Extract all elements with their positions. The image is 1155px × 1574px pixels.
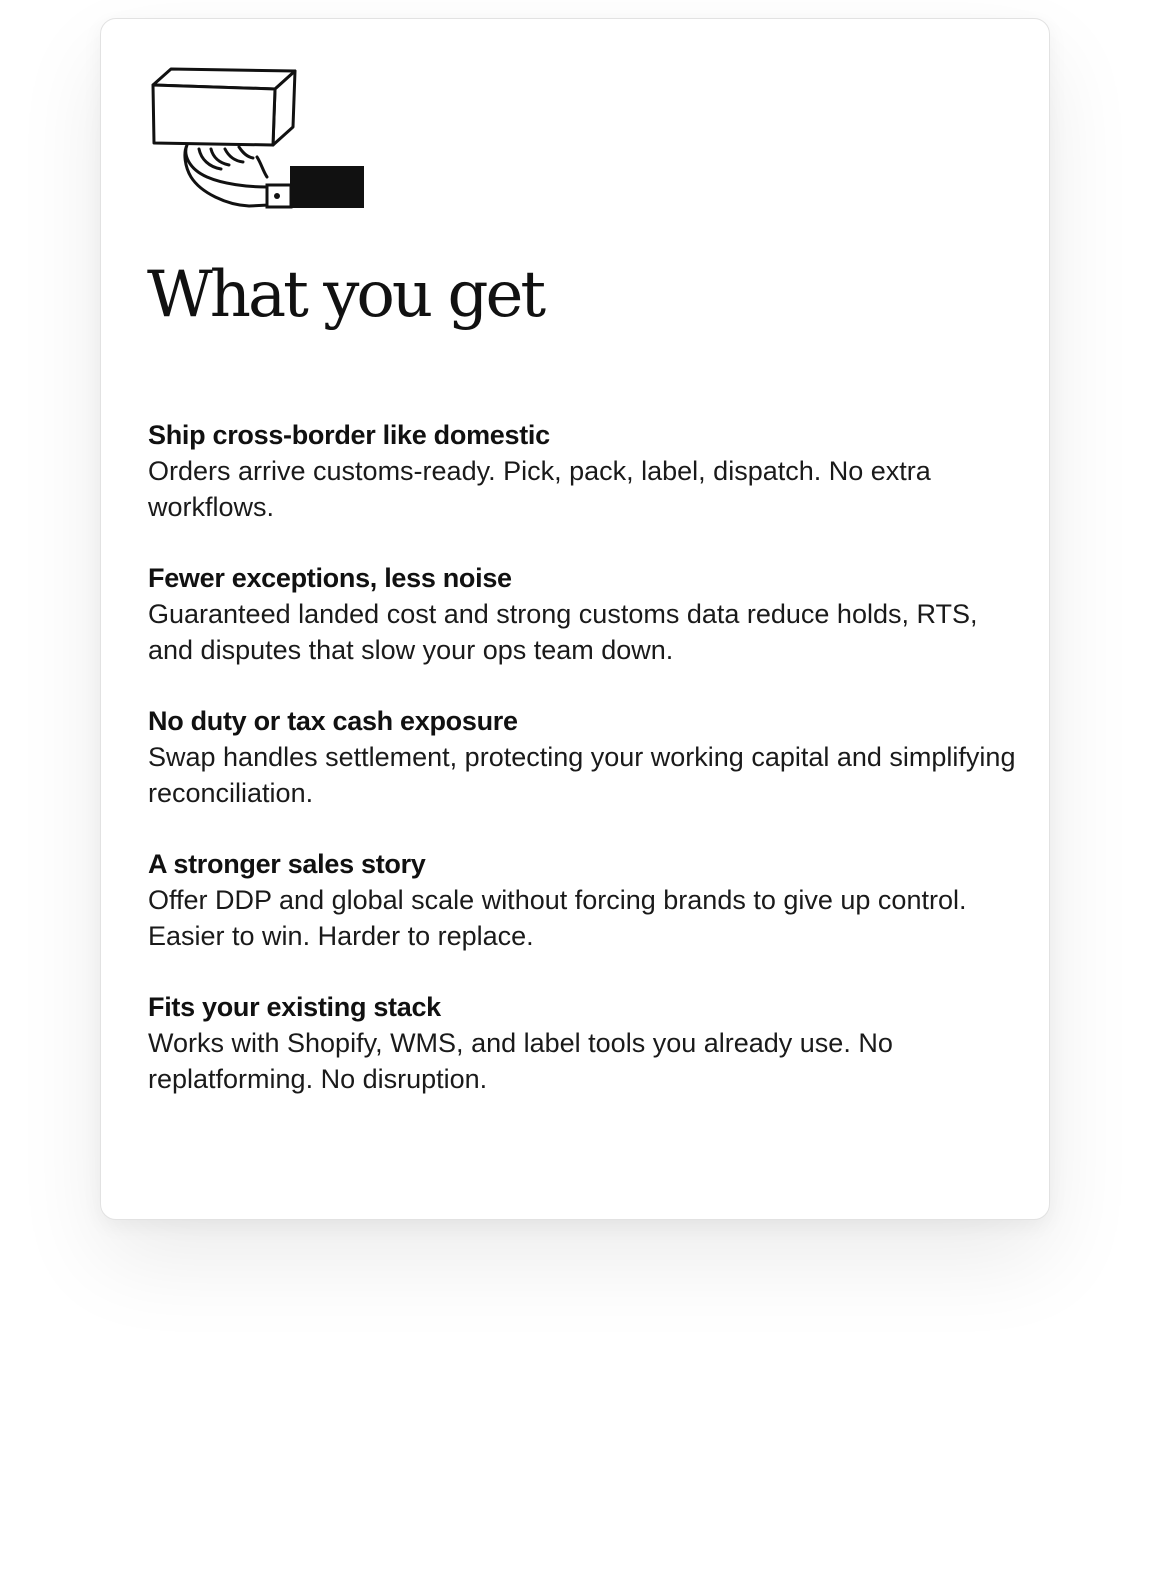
benefits-card (100, 18, 1050, 1220)
list-item (148, 846, 1018, 954)
list-item (148, 989, 1018, 1097)
benefit-description: Offer DDP and global scale without forcing brands to give up control. Easier to win. Harder to replace. (148, 885, 967, 951)
list-item (148, 417, 1018, 525)
list-item (148, 703, 1018, 811)
benefit-description: Swap handles settlement, protecting your working capital and simplifying reconciliation. (148, 742, 1016, 808)
benefit-description: Orders arrive customs-ready. Pick, pack, label, dispatch. No extra workflows. (148, 456, 931, 522)
benefits-list (148, 417, 1018, 1132)
benefit-description: Guaranteed landed cost and strong customs data reduce holds, RTS, and disputes that slow your ops team down. (148, 599, 978, 665)
hand-holding-box-icon (149, 65, 367, 213)
benefit-description: Works with Shopify, WMS, and label tools you already use. No replatforming. No disruption. (148, 1028, 893, 1094)
benefit-title: No duty or tax cash exposure (148, 706, 518, 736)
page-title: What you get (147, 258, 544, 332)
list-item (148, 560, 1018, 668)
benefit-title: A stronger sales story (148, 849, 426, 879)
benefit-title: Fewer exceptions, less noise (148, 563, 512, 593)
benefit-title: Fits your existing stack (148, 992, 441, 1022)
benefit-title: Ship cross-border like domestic (148, 420, 550, 450)
